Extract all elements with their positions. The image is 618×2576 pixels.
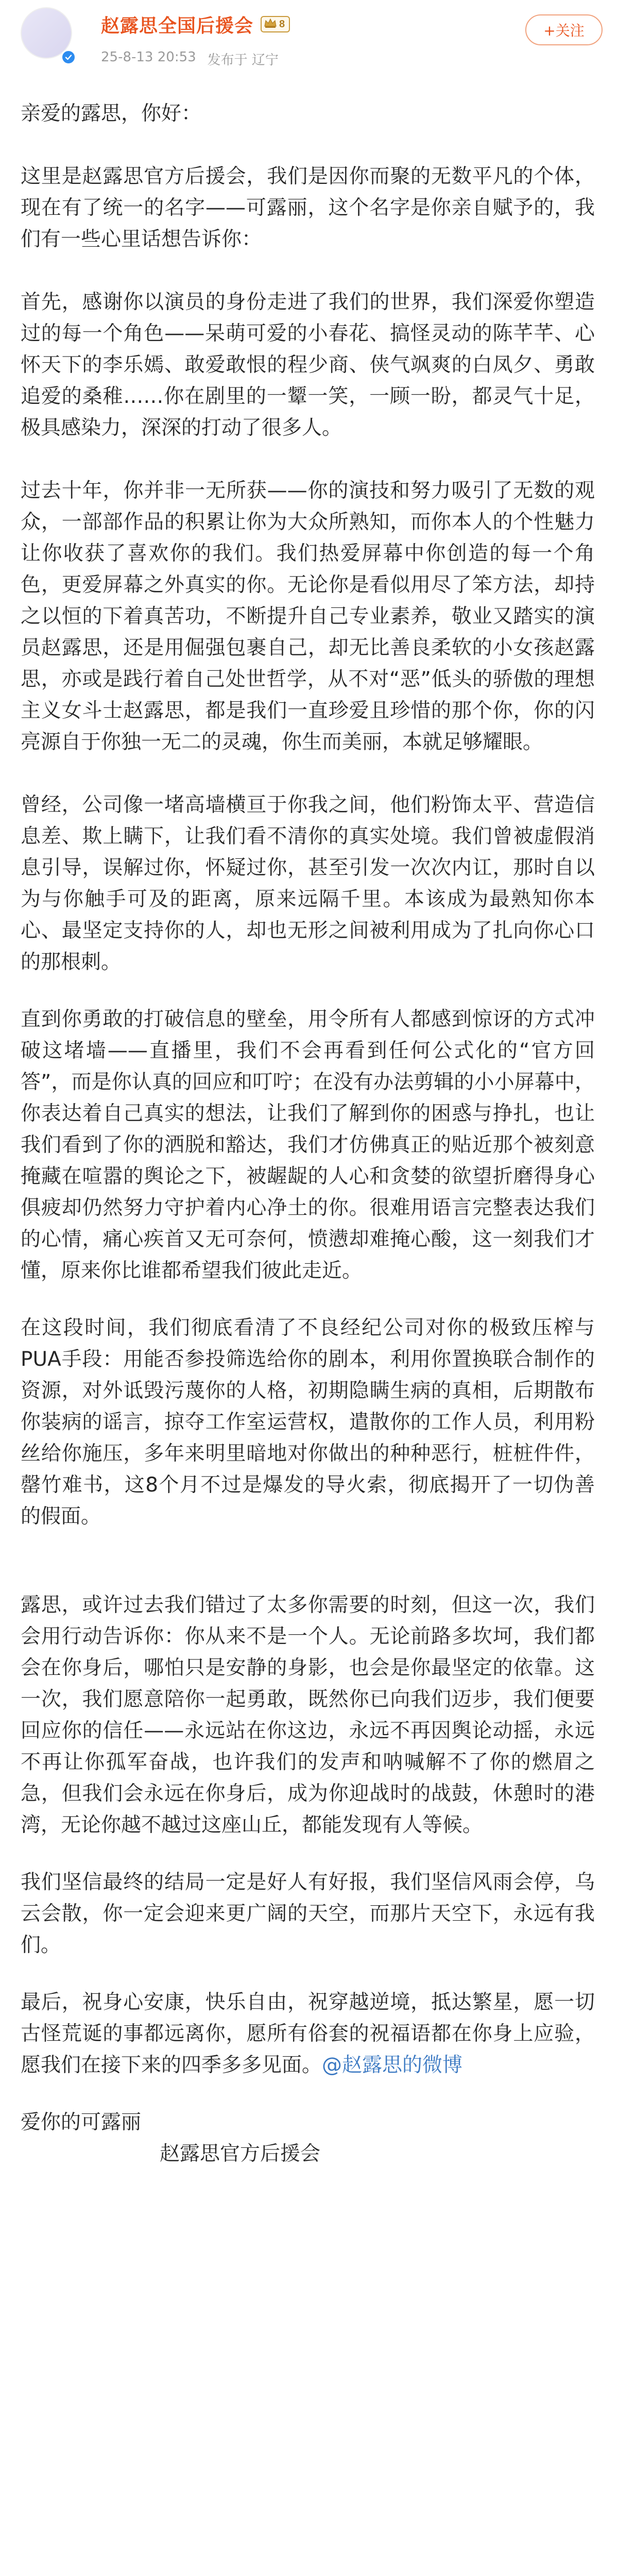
paragraph-6: 在这段时间，我们彻底看清了不良经纪公司对你的极致压榨与PUA手段：用能否参投筛选给你的剧本，利用你置换联合制作的资源，对外诋毁污蔑你的人格，初期隐瞒生病的真相，后期散布你装病的谣言，掠夺工作室运营权，遣散你的工作人员，利用粉丝给你施压，多年来明里暗地对你做出的种种恶行，桩桩件件，罄竹难书，这8个月不过是爆发的导火索，彻底揭开了一切伪善的假面。 — [21, 1316, 595, 1528]
follow-button[interactable]: +关注 — [525, 14, 603, 45]
mention-link[interactable]: @赵露思的微博 — [322, 2054, 463, 2077]
post-body — [21, 98, 595, 2170]
paragraph-2: 首先，感谢你以演员的身份走进了我们的世界，我们深爱你塑造过的每一个角色——呆萌可爱的小春花、搞怪灵动的陈芊芊、心怀天下的李乐嫣、敢爱敢恨的程少商、侠气飒爽的白凤夕、勇敢追爱的桑稚……你在剧里的一颦一笑，一顾一盼，都灵气十足，极具感染力，深深的打动了很多人。 — [21, 291, 595, 439]
crown-icon — [264, 18, 277, 30]
post-header — [0, 0, 618, 88]
paragraph-7: 露思，或许过去我们错过了太多你需要的时刻，但这一次，我们会用行动告诉你：你从来不是一个人。无论前路多坎坷，我们都会在你身后，哪怕只是安静的身影，也会是你最坚定的依靠。这一次，我们愿意陪你一起勇敢，既然你已向我们迈步，我们便要回应你的信任——永远站在你这边，永远不再因舆论动摇，永远不再让你孤军奋战，也许我们的发声和呐喊解不了你的燃眉之急，但我们会永远在你身后，成为你迎战时的战鼓，休憩时的港湾，无论你越不越过这座山丘，都能发现有人等候。 — [21, 1594, 595, 1837]
paragraph-8: 我们坚信最终的结局一定是好人有好报，我们坚信风雨会停，乌云会散，你一定会迎来更广阔的天空，而那片天空下，永远有我们。 — [21, 1871, 595, 1957]
author-name[interactable]: 赵露思全国后援会 — [101, 15, 254, 37]
level-badge[interactable] — [261, 16, 290, 32]
greeting: 亲爱的露思，你好： — [21, 102, 202, 125]
paragraph-1: 这里是赵露思官方后援会，我们是因你而聚的无数平凡的个体，现在有了统一的名字——可露丽，这个名字是你亲自赋予的，我们有一些心里话想告诉你： — [21, 165, 595, 251]
paragraph-3: 过去十年，你并非一无所获——你的演技和努力吸引了无数的观众，一部部作品的积累让你为大众所熟知，而你本人的个性魅力让你收获了喜欢你的我们。我们热爱屏幕中你创造的每一个角色，更爱屏幕之外真实的你。无论你是看似用尽了笨方法，却持之以恒的下着真苦功，不断提升自己专业素养，敬业又踏实的演员赵露思，还是用倔强包裹自己，却无比善良柔软的小女孩赵露思，亦或是践行着自己处世哲学，从不对“恶”低头的骄傲的理想主义女斗士赵露思，都是我们一直珍爱且珍惜的那个你，你的闪亮源自于你独一无二的灵魂，你生而美丽，本就足够耀眼。 — [21, 479, 595, 754]
verified-icon — [61, 49, 76, 65]
level-number: 8 — [279, 18, 285, 30]
paragraph-9-text: 最后，祝身心安康，快乐自由，祝穿越逆境，抵达繁星，愿一切古怪荒诞的事都远离你，愿所有俗套的祝福语都在你身上应验，愿我们在接下来的四季多多见面。 — [21, 1991, 595, 2077]
author-row — [101, 11, 290, 37]
post-location: 发布于 辽宁 — [207, 53, 279, 68]
post-meta — [101, 49, 279, 69]
closing-line: 爱你的可露丽 — [21, 2111, 142, 2134]
paragraph-5: 直到你勇敢的打破信息的壁垒，用令所有人都感到惊讶的方式冲破这堵墙——直播里，我们不会再看到任何公式化的“官方回答”，而是你认真的回应和叮咛；在没有办法剪辑的小小屏幕中，你表达着自己真实的想法，让我们了解到你的困惑与挣扎，也让我们看到了你的洒脱和豁达，我们才仿佛真正的贴近那个被刻意掩藏在喧嚣的舆论之下，被龌龊的人心和贪婪的欲望折磨得身心俱疲却仍然努力守护着内心净土的你。很难用语言完整表达我们的心情，痛心疾首又无可奈何，愤懑却难掩心酸，这一刻我们才懂，原来你比谁都希望我们彼此走近。 — [21, 1008, 595, 1282]
paragraph-9 — [21, 1987, 595, 2081]
paragraph-4: 曾经，公司像一堵高墙横亘于你我之间，他们粉饰太平、营造信息差、欺上瞒下，让我们看不清你的真实处境。我们曾被虚假消息引导，误解过你，怀疑过你，甚至引发一次次内讧，那时自以为与你触手可及的距离，原来远隔千里。本该成为最熟知你本心、最坚定支持你的人，却也无形之间被利用成为了扎向你心口的那根刺。 — [21, 793, 595, 974]
post-timestamp: 25-8-13 20:53 — [101, 49, 196, 65]
signature: 赵露思官方后援会 — [160, 2142, 321, 2165]
